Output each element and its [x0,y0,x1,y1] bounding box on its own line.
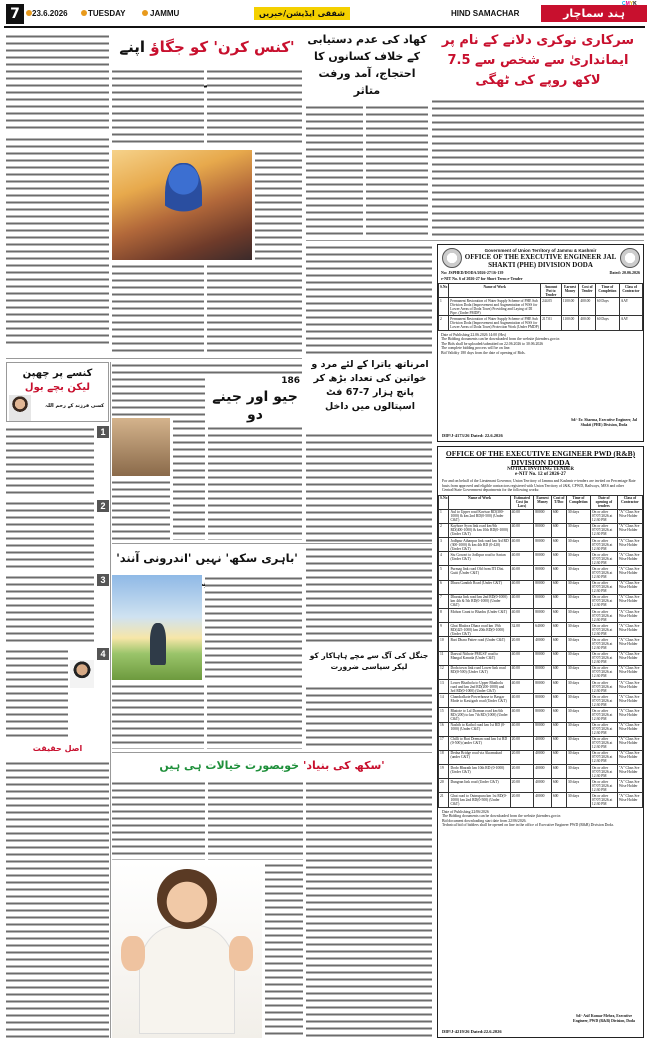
table-cell: 30 days [566,765,590,779]
lead-body [432,98,644,240]
table-cell: 600 [551,609,566,623]
table-cell: "A" Class Sre Wise Holder [617,750,642,764]
pwd-nit-no: e-NIT No. 12 of 2026-27 [515,472,566,477]
table-cell: 20.00 [510,793,534,807]
khayalat-headline-block [112,755,432,777]
kans-body-6 [207,263,302,355]
table-cell: 20.00 [510,779,534,793]
kans-headline-block [112,31,302,65]
table-cell: 600 [551,779,566,793]
table-cell: 12 [439,665,449,679]
table-cell: On or after 07/07/2026 at 12:30 PM [590,736,617,750]
anand-body-1 [205,575,302,680]
table-cell: 600 [551,566,566,580]
table-cell: Kayhore Syon link road km 9th RD(400-1000) & km 10th RD(0-1000) (Under C&T) [449,523,510,537]
table-cell: 80000 [534,523,552,537]
table-cell: 80000 [534,651,552,665]
contributor-photo [70,660,94,688]
table-cell: On or after 07/07/2026 at 12:30 PM [590,538,617,552]
table-cell: 600 [551,793,566,807]
table-cell: "A" Class Sre Wise Holder [617,552,642,566]
table-cell: "A" Class Sre Wise Holder [617,722,642,736]
table-cell: 600 [551,552,566,566]
table-cell: 40.00 [510,665,534,679]
sidebar-bottom-headline: اصل حقیقت [32,744,83,753]
table-cell: 40.00 [510,609,534,623]
table-cell: On or after 07/07/2026 at 12:30 PM [590,708,617,722]
table-cell: "A" Class Sre Wise Holder [617,594,642,608]
divider [306,240,644,241]
issue-day: TUESDAY [88,9,126,18]
table-cell: Lower Bhatholu to Upper Bhatholu road and km 2nd RD(200-1000) and 3rd RD(0-1000) (Under C&T) [449,679,510,693]
table-cell: 30 days [566,708,590,722]
table-cell: 30 days [566,523,590,537]
table-row [439,736,643,750]
table-cell: 40000 [534,736,552,750]
smiling-woman-photo [112,862,262,1038]
table-row [439,609,643,623]
table-row [439,679,643,693]
table-row: 2 Permanent Restoration of Water Supply Scheme of PHE Sub Division Doda (Improvement and Augmentation of WSS for Lower Areas of Doda Town) Protection Work (Under PMDP) 217.01 1100.00 400.00 60 Days AAY [439,316,643,330]
table-cell: 80000 [534,552,552,566]
table-cell: On or after 07/07/2026 at 12:30 PM [590,722,617,736]
table-cell: 30 days [566,609,590,623]
divider [112,752,432,753]
kans-body-1 [112,68,204,146]
numbered-item-3 [6,574,94,644]
table-cell: On or after 07/07/2026 at 12:30 PM [590,509,617,523]
table-cell: 80000 [534,566,552,580]
amarnath-body-1 [306,244,432,356]
phe-table: S.No Name of Work Amount Put to Tender Earnest Money Cost of Tender Time of Completion Class of Contractor 1 Permanent Restoration of Water Supply Scheme of PHE Sub Division Doda (Improvement and Augmentation of WSS for Lower Areas of Doda Town) Providing and Laying of DI Pipe. (Under PMDP) 244.05 1100.00 400.00 60 Days AAY 2 Permanent Restoration of Water Supply Scheme of PHE Sub Division Doda (Improvement and Augmentation of WSS for Lower Areas of Doda Town) Protection Work (Under PMDP) 217.01 1100.00 400.00 60 Days AAY [438,283,643,331]
phe-dated: Dated: 20.06.2026 [609,270,640,275]
table-cell: 30 days [566,566,590,580]
khayalat-body-3 [112,780,205,860]
kans-body-3 [255,150,302,260]
phe-gov-line: Government of Union Territory of Jammu & Kashmir [484,248,597,253]
table-row [439,722,643,736]
table-cell: On or after 07/07/2026 at 12:30 PM [590,679,617,693]
table-cell: 80000 [534,722,552,736]
table-cell: 30 days [566,722,590,736]
lead-headline-block [432,31,644,95]
bullet-icon [81,10,87,16]
table-cell: 30 days [566,793,590,807]
table-cell: 40.00 [510,523,534,537]
table-cell: 600 [551,750,566,764]
khayalat-body-1 [306,780,432,1038]
masthead-rule [4,26,645,28]
table-cell: Ghat road to Outnupura km 1st RD(0-1000) km 2nd RD(0-500) (Under C&T) [449,793,510,807]
kans-body-2 [207,68,302,146]
table-cell: 19 [439,765,449,779]
table-cell: On or after 07/07/2026 at 12:30 PM [590,779,617,793]
sidebar-bottom-headline-block [6,742,109,756]
table-cell: 40000 [534,779,552,793]
table-cell: "A" Class Sre Wise Holder [617,566,642,580]
table-cell: 40.00 [510,722,534,736]
table-cell: 80000 [534,580,552,594]
item-number-4: 4 [97,648,109,660]
table-cell: 40000 [534,793,552,807]
table-row [439,538,643,552]
table-cell: 80000 [534,538,552,552]
table-cell: 30 days [566,552,590,566]
table-cell: Aul to Upper road Kavisar RD(300-1000) & km 2nd RD(0-500) (Under C&T) [449,509,510,523]
masthead [4,1,645,24]
table-row [439,665,643,679]
table-cell: Bhatote to Lal Draman road km 6th RD (200) to km 7th RD (1000) (Under C&T) [449,708,510,722]
table-cell: 20.00 [510,736,534,750]
krishna-illustration [112,150,252,260]
table-cell: On or after 07/07/2026 at 12:30 PM [590,793,617,807]
phe-tender-ad [437,244,644,442]
table-cell: 40000 [534,765,552,779]
table-cell: 20 [439,779,449,793]
table-cell: On or after 07/07/2026 at 12:30 PM [590,566,617,580]
table-cell: Jodhpur Athanpur link road km 3rd RD (300-1000) & km 4th RD (0-420) (Under C&T) [450,538,509,551]
table-cell: On or after 07/07/2026 at 12:30 PM [590,765,617,779]
jeevan-body-1 [208,425,302,540]
khad-headline-block [306,31,428,101]
table-cell: 40.00 [510,566,534,580]
table-cell: 600 [551,679,566,693]
government-seal-icon [442,248,462,268]
table-cell: 80000 [534,694,552,708]
table-row [439,765,643,779]
kans-intro-body [6,33,109,133]
section-label: شفقی ایڈیشن/خبریں [254,7,350,20]
table-cell: 10 [439,637,449,651]
pwd-dip: DIP/J-4219/26 Dated:22.6.2026 [442,1029,502,1034]
table-cell: Dhara Gandoh Road (Under C&T) [449,580,510,594]
phe-title: OFFICE OF THE EXECUTIVE ENGINEER JAL SHAKTI (PHE) DIVISION DODA [464,253,617,269]
table-cell: 600 [551,509,566,523]
table-cell: 30 days [566,651,590,665]
kahani-headline-black: کنسے پر چھپن [22,368,93,379]
table-cell: 5 [439,566,449,580]
paper-logo: ہند سماچار [541,5,647,22]
table-cell: 2 [439,523,449,537]
table-row [439,750,643,764]
kans-headline-black: اپنے [119,38,146,56]
table-cell: "A" Class Sre Wise Holder [617,736,642,750]
table-cell: 80000 [534,708,552,722]
table-cell: "A" Class Sre Wise Holder [617,580,642,594]
table-cell: "A" Class Sre Wise Holder [617,765,642,779]
kans-body-5 [112,263,204,355]
table-cell: 20.00 [510,750,534,764]
table-cell: 40.00 [510,708,534,722]
table-cell: 15 [439,708,449,722]
table-cell: "A" Class Sre Wise Holder [617,694,642,708]
table-cell: 32.00 [510,623,534,637]
table-row [439,580,643,594]
table-cell: 30 days [566,750,590,764]
table-cell: 14 [439,694,449,708]
item-number-3: 3 [97,574,109,586]
table-cell: 20.00 [510,637,534,651]
table-cell: "A" Class Sre Wise Holder [617,609,642,623]
jeevan-intro [112,362,302,374]
kahani-headline-block [6,362,109,422]
table-cell: Bari Dhara Pattee road (Under C&T) [449,637,510,651]
table-cell: 600 [551,722,566,736]
jeevan-number: 186 [281,376,300,386]
table-cell: 80000 [534,594,552,608]
phe-dip: DIP/J-4173/26 Dated: 22.6.2026 [442,433,503,438]
khad-body-col1 [366,104,428,238]
table-cell: 80000 [534,679,552,693]
jeevan-body-4 [112,479,170,540]
table-cell: 8 [439,609,449,623]
table-cell: Nashib to Kathol road km 1st RD (0-1000) (Under C&T) [449,722,510,736]
phe-notes: Date of Publishing 22.06.2026 14:00 (Hrs) The Bidding documents can be downloaded from the website jktenders.gov.in The Bids shall be uploaded/submitted on 22.06.2026 to 30.06.2026 The complete bidding process will be on line. Bid Validity 180 days from the date of opening of Bids. [441,332,560,355]
divider [112,543,432,544]
table-cell: 30 days [566,594,590,608]
anand-body-3 [207,683,302,749]
table-cell: 30 days [566,665,590,679]
table-cell: 18 [439,750,449,764]
table-cell: On or after 07/07/2026 at 12:30 PM [590,609,617,623]
amarnath-body-2 [306,432,432,542]
khayalat-headline-red: 'سکھ کی بنیاد' [302,759,385,772]
table-row [439,779,643,793]
table-cell: 40.00 [510,679,534,693]
table-cell: 600 [551,694,566,708]
paper-name: HIND SAMACHAR [451,9,520,18]
table-cell: 40000 [534,750,552,764]
table-cell: 6 [439,580,449,594]
table-row [439,694,643,708]
jangal-body-1 [306,546,432,646]
table-row [439,523,643,537]
pwd-title: OFFICE OF THE EXECUTIVE ENGINEER PWD (R&B) DIVISION DODA [445,449,636,467]
anand-body-2 [112,683,204,749]
table-row [439,566,643,580]
table-cell: 40.00 [510,651,534,665]
author-photo [9,395,31,421]
table-cell: 1 [439,509,449,523]
table-cell: On or after 07/07/2026 at 12:30 PM [590,665,617,679]
table-cell: 40000 [534,637,552,651]
table-cell: 30 days [566,694,590,708]
table-cell: 600 [551,523,566,537]
lead-headline: سرکاری نوکری دلانے کے نام پر ایمانداریٰ سے شخص سے 7.5 لاکھ روپے کی ٹھگی [441,33,635,88]
jangal-headline: جنگل کی آگ سے مچے ہاہاکار کو لیکر سیاسی ضرورت [309,651,429,671]
table-row [439,594,643,608]
amarnath-headline: امرناتھ یاترا کے لئے مرد و خواتین کی تعداد بڑھ کر پانچ ہزار 7-67 فٹ اسپتالوں میں داخل [311,359,429,412]
table-cell: 16 [439,722,449,736]
table-cell: 600 [551,580,566,594]
table-cell: 40.00 [510,694,534,708]
anand-headline-block [112,546,302,572]
table-cell: 13 [439,679,449,693]
table-cell: Dungran link road (Under C&T) [449,779,510,793]
table-cell: Daswal Nithote PMGSY road to Mangal Kanoda (Under C&T) [449,651,510,665]
table-cell: 600 [551,665,566,679]
table-row [439,509,643,523]
table-cell: 17 [439,736,449,750]
mother-photo [112,418,170,476]
khayalat-headline-green: خوبصورت خیالات ہی ہیں [159,759,300,772]
numbered-item-1 [6,426,94,496]
table-cell: "A" Class Sre Wise Holder [617,509,642,523]
jangal-body-2 [306,685,432,749]
column-rule [110,362,111,1038]
table-cell: On or after 07/07/2026 at 12:30 PM [590,523,617,537]
khad-headline: کھاد کی عدم دستیابی کے خلاف کسانوں کا احتجاج، آمد ورفت متاثر [307,33,427,97]
table-cell: Doda town link road Lower link road RD(0-500) (Under C&T) [449,665,510,679]
table-row [439,623,643,637]
table-cell: On or after 07/07/2026 at 12:30 PM [590,594,617,608]
table-cell: "A" Class Sre Wise Holder [617,523,642,537]
divider [6,358,302,359]
table-cell: 30 days [566,580,590,594]
kahani-headline-red: لیکن بچے بول [24,382,91,393]
table-cell: On or after 07/07/2026 at 12:30 PM [590,580,617,594]
khayalat-body-2 [208,780,303,860]
table-cell: 9 [439,623,449,637]
table-cell: 600 [551,708,566,722]
table-cell: 600 [551,594,566,608]
table-cell: "A" Class Sre Wise Holder [617,538,642,552]
table-cell: Chilli to Bari Dreman road km 1st RD (0-500) (under C&T) [449,736,510,750]
phe-signature: Sd/- Er. Sharma, Executive Engineer, Jal Shakti (PHE) Division, Doda [571,418,637,427]
table-cell: 600 [551,651,566,665]
table-row [439,793,643,807]
table-cell: On or after 07/07/2026 at 12:30 PM [590,552,617,566]
table-cell: "A" Class Sre Wise Holder [617,637,642,651]
table-cell: "A" Class Sre Wise Holder [617,779,642,793]
amarnath-headline-block [306,358,434,428]
table-cell: 80000 [534,609,552,623]
jangal-headline-block [306,650,432,682]
g20-logo-icon [620,248,640,268]
item-number-1: 1 [97,426,109,438]
table-cell: 20.00 [510,765,534,779]
table-cell: 40.00 [510,538,534,552]
item-number-2: 2 [97,500,109,512]
table-cell: 7 [439,594,449,608]
table-cell: 21 [439,793,449,807]
table-cell: Dharata link road km 2nd RD(0-1000) km 4th & 5th RD(0-1000) (Under C&T) [449,594,510,608]
table-cell: 30 days [566,538,590,552]
page-number: 7 [6,4,24,24]
khad-body-col2 [306,104,363,238]
pwd-tender-ad [437,446,644,1038]
kans-headline-red: 'کنس کرن' کو جگاؤ [150,38,295,56]
table-cell: "A" Class Sre Wise Holder [617,651,642,665]
table-cell: 30 days [566,736,590,750]
table-cell: "A" Class Sre Wise Holder [617,665,642,679]
table-row [439,708,643,722]
phe-nit-no: No: JSPHED/DODA/2026-27/16-139 [441,270,504,275]
table-cell: 30 days [566,637,590,651]
table-cell: 64000 [534,623,552,637]
issue-city: JAMMU [150,9,180,18]
table-cell: 4 [439,552,449,566]
table-cell: "A" Class Sre Wise Holder [617,679,642,693]
table-cell: 80000 [534,665,552,679]
table-cell: 40.00 [510,552,534,566]
table-cell: 3 [439,538,449,552]
kahani-author: کسی فرزند کے رحم اللہ [45,403,104,409]
numbered-item-2 [6,500,94,570]
table-cell: 80000 [534,509,552,523]
jeevan-body-2 [112,376,205,416]
table-cell: Chandralkote Powerhouse to Basgar Mode to Kastigarh road (Under C&T) [449,694,510,708]
table-cell: Dedna Bridge road via Akramabad (under C&T) [449,750,510,764]
pwd-table: S.No Name of Work Estimated Cost (in Lacs) Earnest Money Cost of T/Doc Time of Completion Date of opening of tenders Class of Contractor 1 Aul to Upper road Kavisar RD(300-1000) & km 2nd RD(0-500) (Under C&T) 40.00 80000 600 30 days On or after 07/07/2026 at 12:30 PM "A" Class Sre Wise Holder 2 Kayhore Syon link road km 9th RD(400-1000) & km 10th RD(0-1000) (Under C&T) 40.00 80000 600 30 days On or after 07/07/2026 at 12:30 PM "A" Class Sre Wise Holder 3 Jodhpur Athanpur link road km 3rd RD (300-1000) & km 4th RD (0-420) (Under C&T) 40.00 80000 600 30 days On or after 07/07/2026 at 12:30 PM "A" Class Sre Wise Holder 4 Siu Gowari to Jodhpur road to Sarian (Under C&T) 40.00 80000 600 30 days On or after 07/07/2026 at 12:30 PM "A" Class Sre Wise Holder 5 Purmag link road Old from ITI Dist. Gutti (Under C&T) 40.00 80000 600 30 days On or after 07/07/2026 at 12:30 PM "A" Class Sre Wise Holder 6 Dhara Gandoh Road (Under C&T) 40.00 80000 600 30 days On or after 07/07/2026 at 12:30 PM "A" Class Sre Wise Holder 7 Dharata link road km 2nd RD(0-1000) km 4th & 5th RD(0-1000) (Under C&T) 40.00 80000 600 30 days On or after 07/07/2026 at 12:30 PM "A" Class Sre Wise Holder 8 Mohon Grani to Bhadru (Under C&T) 40.00 80000 600 30 days On or after 07/07/2026 at 12:30 PM "A" Class Sre Wise Holder 9 Ghat Bhalora Dhara road km 19th RD(425-1000) km 20th RD(0-1000) (Under C&T) 32.00 64000 600 30 days On or after 07/07/2026 at 12:30 PM "A" Class Sre Wise Holder 10 Bari Dhara Pattee road (Under C&T) 20.00 40000 600 30 days On or after 07/07/2026 at 12:30 PM "A" Class Sre Wise Holder 11 Daswal Nithote PMGSY road to Mangal Kanoda (Under C&T) 40.00 80000 600 30 days On or after 07/07/2026 at 12:30 PM "A" Class Sre Wise Holder 12 Doda town link road Lower link road RD(0-500) (Under C&T) 40.00 80000 600 30 days On or after 07/07/2026 at 12:30 PM "A" Class Sre Wise Holder 13 Lower Bhatholu to Upper Bhatholu road and km 2nd RD(200-1000) and 3rd RD(0-1000) (Under C&T) 40.00 80000 600 30 days On or after 07/07/2026 at 12:30 PM "A" Class Sre Wise Holder 14 Chandralkote Powerhouse to Basgar Mode to Kastigarh road (Under C&T) 40.00 80000 600 30 days On or after 07/07/2026 at 12:30 PM "A" Class Sre Wise Holder 15 Bhatote to Lal Draman road km 6th RD (200) to km 7th RD (1000) (Under C&T) 40.00 80000 600 30 days On or after 07/07/2026 at 12:30 PM "A" Class Sre Wise Holder 16 Nashib to Kathol road km 1st RD (0-1000) (Under C&T) 40.00 80000 600 30 days On or after 07/07/2026 at 12:30 PM "A" Class Sre Wise Holder 17 Chilli to Bari Dreman road km 1st RD (0-500) (under C&T) 20.00 40000 600 30 days On or after 07/07/2026 at 12:30 PM "A" Class Sre Wise Holder 18 Dedna Bridge road via Akramabad (under C&T) 20.00 40000 600 30 days On or after 07/07/2026 at 12:30 PM "A" Class Sre Wise Holder 19 Dodo Bharath km 10th RD (0-1000) (Under C&T) 20.00 40000 600 30 days On or after 07/07/2026 at 12:30 PM "A" Class Sre Wise Holder 20 Dungran link road (Under C&T) 20.00 40000 600 30 days On or after 07/07/2026 at 12:30 PM "A" Class Sre Wise Holder 21 Ghat road to Outnupura km 1st RD(0-1000) km 2nd RD(0-500) (Under C&T) 20.00 40000 600 30 days On or after 07/07/2026 at 12:30 PM "A" Class Sre Wise Holder [438,495,643,808]
table-cell: 30 days [566,623,590,637]
sidebar-bottom-body [6,760,109,1038]
table-cell: 600 [551,538,566,552]
jeevan-body-3 [173,418,205,540]
numbered-item-4 [6,648,68,738]
jeevan-headline-block [208,376,302,422]
table-cell: 600 [551,637,566,651]
table-cell: 40.00 [510,594,534,608]
table-cell: On or after 07/07/2026 at 12:30 PM [590,637,617,651]
table-cell: 11 [439,651,449,665]
table-cell: On or after 07/07/2026 at 12:30 PM [590,694,617,708]
anand-headline: 'باہری سکھ' نہیں 'اندرونی آنند' [116,551,298,565]
cmyk-marks: CMYK [622,1,637,7]
table-cell: 30 days [566,679,590,693]
table-cell: On or after 07/07/2026 at 12:30 PM [590,651,617,665]
table-cell: On or after 07/07/2026 at 12:30 PM [590,623,617,637]
table-cell: "A" Class Sre Wise Holder [617,793,642,807]
bullet-icon [142,10,148,16]
table-cell: 30 days [566,779,590,793]
jeevan-headline: جیو اور جینے دو [212,389,298,423]
pwd-intro: For and on behalf of the Lieutenant Governor, Union Territory of Jammu and Kashmir e-tenders are invited on Percentage Rate basis from approved and eligible contractors registered with Union Territory of J&K, CPWD, Railways, MES and other Central/State Government departments for the following works: [442,479,636,492]
table-cell: Ghat Bhalora Dhara road km 19th RD(425-1000) km 20th RD(0-1000) (Under C&T) [449,623,510,637]
pwd-signature: Sd/- Asif Kumar Mehra, Executive Engineer, PWD (R&B) Division, Doda [573,1014,635,1023]
table-cell: On or after 07/07/2026 at 12:30 PM [590,750,617,764]
phe-subject: e-NIT No. 6 of 2026-27 for Short Term e-Tender [441,276,523,281]
table-cell: Siu Gowari to Jodhpur road to Sarian (Under C&T) [449,552,510,566]
table-cell: 30 days [566,509,590,523]
table-cell: "A" Class Sre Wise Holder [617,623,642,637]
issue-date: 23.6.2026 [32,9,68,18]
table-cell: 40.00 [510,580,534,594]
sunrise-photo [112,575,202,680]
pwd-nit: NOTICE INVITING TENDER [507,467,574,472]
pwd-notes: Date of Publishing 22/06/2026 The Bidding documents can be downloaded from the website jktenders.gov.in Bid document downloading start date from 22/06/2026. Technical bid of bidders shall be opened on line in the office of Executive Engineer PWD (R&B) Division Doda. [442,809,614,828]
table-row [439,651,643,665]
khayalat-body-4 [265,862,303,1038]
table-cell: Purmag link road Old from ITI Dist. Gutti (Under C&T) [449,566,510,580]
table-row [439,637,643,651]
table-cell: Mohon Grani to Bhadru (Under C&T) [449,609,510,623]
table-cell: 600 [551,765,566,779]
table-cell: 40.00 [510,509,534,523]
table-cell: 600 [551,736,566,750]
table-row [439,552,643,566]
table-row: 1 Permanent Restoration of Water Supply Scheme of PHE Sub Division Doda (Improvement and Augmentation of WSS for Lower Areas of Doda Town) Providing and Laying of DI Pipe. (Under PMDP) 244.05 1100.00 400.00 60 Days AAY [439,298,643,316]
table-cell: Dodo Bharath km 10th RD (0-1000) (Under C&T) [449,765,510,779]
table-cell: "A" Class Sre Wise Holder [617,708,642,722]
kans-body-4 [6,136,109,348]
table-cell: 600 [551,623,566,637]
